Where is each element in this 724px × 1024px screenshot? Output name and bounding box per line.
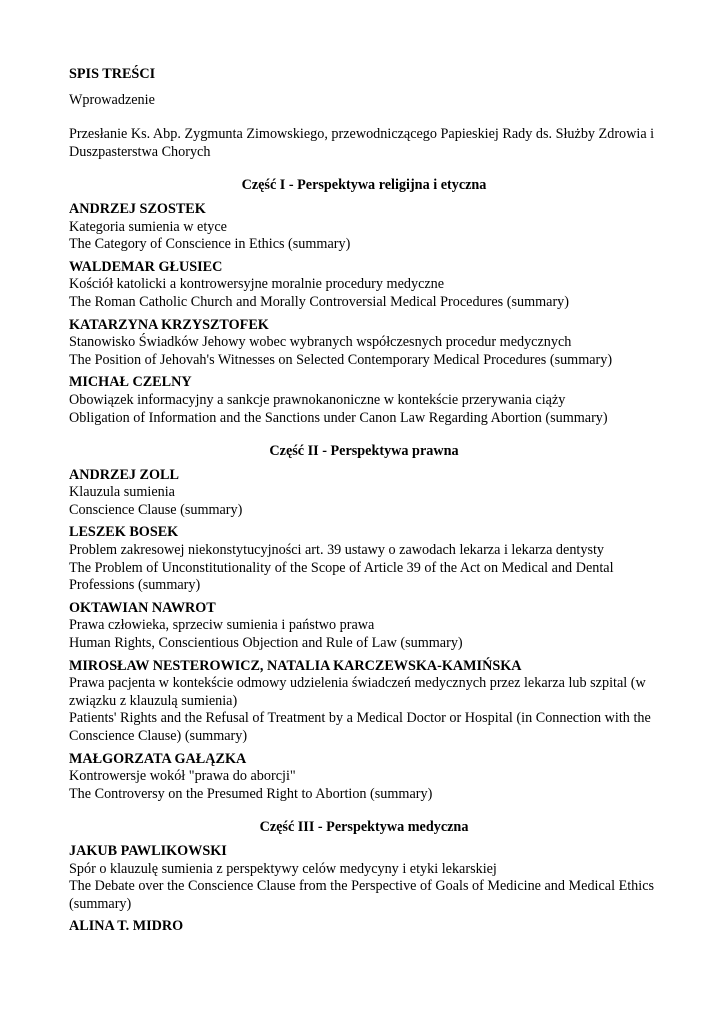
document-page [69, 66, 659, 952]
entry-title-polish: Kategoria sumienia w etyce [69, 218, 227, 235]
toc-entry [69, 918, 659, 936]
toc-entry [69, 751, 659, 804]
entry-author: ANDRZEJ ZOLL [69, 466, 179, 483]
toc-entry [69, 259, 659, 312]
entry-title-english: The Position of Jehovah's Witnesses on Selected Contemporary Medical Procedures (summary) [69, 351, 613, 368]
entry-title-polish: Kościół katolicki a kontrowersyjne moralnie procedury medyczne [69, 276, 445, 293]
entry-author: WALDEMAR GŁUSIEC [69, 258, 223, 275]
toc-entry [69, 600, 659, 653]
entry-title-english: Patients' Rights and the Refusal of Treatment by a Medical Doctor or Hospital (in Connection with the Conscience Clause) (summary) [69, 710, 651, 744]
entry-author: MICHAŁ CZELNY [69, 374, 192, 391]
toc-entry [69, 467, 659, 520]
entry-title-polish: Prawa człowieka, sprzeciw sumienia i państwo prawa [69, 617, 375, 634]
part-heading: Część III - Perspektywa medyczna [259, 819, 469, 836]
toc-entry [69, 843, 659, 913]
entry-title-polish: Kontrowersje wokół "prawa do aborcji" [69, 768, 296, 785]
toc-introduction: Wprowadzenie [69, 91, 155, 108]
entry-title-english: The Category of Conscience in Ethics (summary) [69, 236, 351, 253]
entry-title-polish: Obowiązek informacyjny a sankcje prawnokanoniczne w kontekście przerywania ciąży [69, 391, 566, 408]
entry-title-english: The Problem of Unconstitutionality of the Scope of Article 39 of the Act on Medical and Dental Professions (summary) [69, 559, 614, 594]
toc-title: SPIS TREŚCI [69, 66, 156, 82]
entry-author: ALINA T. MIDRO [69, 918, 184, 935]
entry-author: KATARZYNA KRZYSZTOFEK [69, 316, 269, 333]
entry-title-english: The Debate over the Conscience Clause from the Perspective of Goals of Medicine and Medical Ethics (summary) [69, 878, 655, 912]
part-heading: Część II - Perspektywa prawna [269, 443, 459, 460]
entry-title-english: Human Rights, Conscientious Objection and Rule of Law (summary) [69, 635, 463, 652]
toc-entry [69, 374, 659, 427]
toc-part [69, 443, 659, 803]
entry-title-polish: Spór o klauzulę sumienia z perspektywy celów medycyny i etyki lekarskiej [69, 860, 497, 877]
entry-title-polish: Stanowisko Świadków Jehowy wobec wybranych współczesnych procedur medycznych [69, 334, 572, 351]
entry-title-polish: Prawa pacjenta w kontekście odmowy udzielenia świadczeń medycznych przez lekarza lub szpital (w związku z klauzulą sumienia) [69, 675, 646, 709]
entry-author: OKTAWIAN NAWROT [69, 599, 216, 616]
entry-title-english: Conscience Clause (summary) [69, 501, 243, 518]
entry-author: MIROSŁAW NESTEROWICZ, NATALIA KARCZEWSKA-KAMIŃSKA [69, 657, 522, 674]
toc-part [69, 177, 659, 427]
toc-entry [69, 524, 659, 594]
entry-title-english: The Roman Catholic Church and Morally Controversial Medical Procedures (summary) [69, 293, 569, 310]
entry-author: LESZEK BOSEK [69, 524, 179, 541]
entry-title-english: Obligation of Information and the Sanctions under Canon Law Regarding Abortion (summary) [69, 409, 608, 426]
entry-title-english: The Controversy on the Presumed Right to Abortion (summary) [69, 785, 433, 802]
entry-author: ANDRZEJ SZOSTEK [69, 200, 206, 217]
toc-part [69, 819, 659, 936]
entry-author: JAKUB PAWLIKOWSKI [69, 842, 227, 859]
entry-title-polish: Klauzula sumienia [69, 484, 175, 501]
toc-entry [69, 658, 659, 746]
toc-entry [69, 317, 659, 370]
toc-parts [69, 177, 659, 936]
toc-entry [69, 201, 659, 254]
entry-author: MAŁGORZATA GAŁĄZKA [69, 750, 247, 767]
part-heading: Część I - Perspektywa religijna i etyczna [241, 177, 487, 194]
entry-title-polish: Problem zakresowej niekonstytucyjności art. 39 ustawy o zawodach lekarza i lekarza dentysty [69, 542, 605, 559]
toc-message-entry: Przesłanie Ks. Abp. Zygmunta Zimowskiego, przewodniczącego Papieskiej Rady ds. Służby Zdrowia i Duszpasterstwa Chorych [69, 126, 655, 160]
